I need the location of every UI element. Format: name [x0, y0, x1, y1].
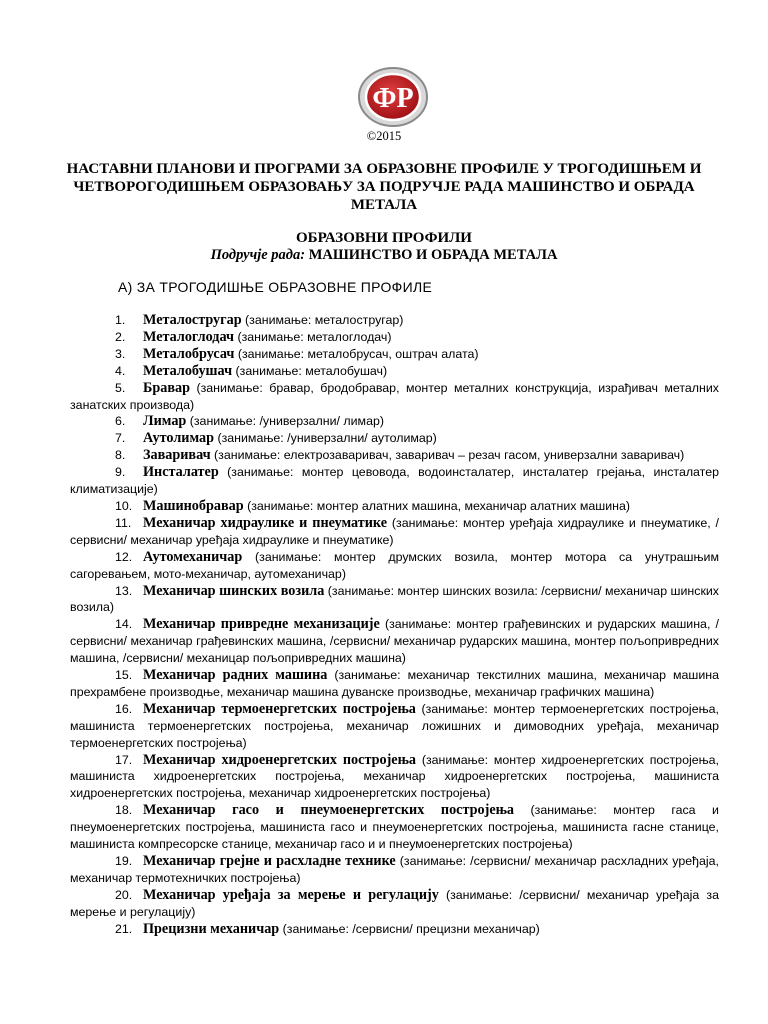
- profile-occupations: (занимање: /сервисни/ механичар уређаја за мерење и регулацију): [70, 887, 719, 919]
- profile-occupations: (занимање: монтер грађевинских и рударских машина, /сервисни/ механичар грађевинских машина, /сервисни/ механичар рударских машина, монтер пољопривредних машина, /сервисни/ механицар пољопривредних машина): [70, 617, 719, 666]
- profile-occupations: (занимање: /универзални/ аутолимар): [217, 431, 437, 446]
- profile-number: 10.: [115, 498, 133, 513]
- publisher-logo: [356, 66, 430, 128]
- profile-item: [70, 921, 719, 938]
- profile-number: 15.: [115, 668, 133, 683]
- profile-number: 5.: [115, 380, 126, 395]
- profile-name: Металобушач: [143, 362, 233, 379]
- profile-item: [70, 380, 719, 414]
- profile-item: [70, 498, 719, 515]
- profile-occupations: (занимање: монтер гаса и пнеумоенергетских постројења, машиниста гасо и пнеумоенергетских постројења, машиниста гасне станице, машиниста компресорске станице, механичар гасо и и пнеумоенергетских постројења): [70, 803, 719, 852]
- profile-occupations: (занимање: металобрусач, оштрач алата): [237, 346, 479, 361]
- profile-item: [70, 802, 719, 853]
- profile-occupations: (занимање: /сервисни/ механичар расхладних уређаја, механичар термотехничких постројења): [70, 854, 719, 885]
- profile-number: 3.: [115, 346, 126, 361]
- profile-occupations: (занимање: металоглодач): [237, 329, 392, 344]
- profile-number: 17.: [115, 752, 133, 767]
- profile-item: [70, 312, 719, 329]
- profile-number: 20.: [115, 887, 133, 902]
- profile-list: [70, 312, 719, 938]
- profile-number: 13.: [115, 583, 133, 598]
- profile-name: Механичар грејне и расхладне технике: [143, 853, 396, 869]
- profile-number: 11.: [115, 515, 132, 530]
- profile-name: Машинобравар: [143, 497, 244, 514]
- profile-item: [70, 549, 719, 583]
- profile-occupations: (занимање: монтер цевовода, водоинсталатер, инсталатер грејања, инсталатер климатизације): [70, 465, 719, 497]
- profile-item: [70, 752, 719, 803]
- profile-item: [70, 464, 719, 498]
- profile-item: [70, 430, 719, 447]
- profile-occupations: (занимање: /универзални/ лимар): [189, 414, 384, 429]
- profile-occupations: (занимање: механичар текстилних машина, механичар машина прехрамбене производње, механичар машина дуванске производње, механичар графичких машина): [70, 668, 719, 699]
- profile-item: [70, 583, 719, 617]
- profile-name: Металостругар: [143, 312, 242, 328]
- field-of-work: [0, 246, 768, 264]
- profile-name: Инсталатер: [143, 464, 219, 481]
- copyright: ©2015: [366, 129, 402, 143]
- profile-occupations: (занимање: металобушач): [235, 363, 388, 378]
- profile-name: Механичар термоенергетских постројења: [143, 700, 416, 717]
- profile-name: Механичар хидроенергетских постројења: [143, 751, 416, 768]
- profile-occupations: (занимање: монтер термоенергетских постројења, машиниста термоенергетских постројења, механичар ложишних и димоводних уређаја, механичар термоенергетских постројења): [70, 701, 719, 750]
- profile-number: 2.: [115, 329, 126, 344]
- profile-name: Заваривач: [143, 447, 211, 464]
- profile-number: 6.: [115, 414, 126, 429]
- field-of-work-label: Подручје рада:: [210, 247, 306, 263]
- profile-item: [70, 853, 719, 887]
- logo-emblem: [356, 66, 430, 128]
- profile-number: 1.: [115, 313, 126, 327]
- profile-number: 16.: [115, 701, 133, 716]
- profile-number: 12.: [115, 549, 133, 564]
- profile-name: Механичар хидраулике и пнеуматике: [143, 514, 388, 531]
- profile-occupations: (занимање: /сервисни/ прецизни механичар): [282, 921, 540, 936]
- profile-item: [70, 447, 719, 464]
- profile-number: 18.: [115, 803, 133, 818]
- profile-number: 4.: [115, 363, 126, 378]
- profile-name: Прецизни механичар: [143, 920, 280, 937]
- profile-name: Аутолимар: [143, 430, 215, 447]
- profile-occupations: (занимање: металостругар): [245, 313, 404, 327]
- profile-name: Механичар гасо и пнеумоенергетских постројења: [143, 802, 515, 819]
- profile-item: [70, 887, 719, 921]
- profile-item: [70, 667, 719, 701]
- profile-number: 7.: [115, 431, 126, 446]
- profile-item: [70, 515, 719, 549]
- field-of-work-value: МАШИНСТВО И ОБРАДА МЕТАЛА: [308, 247, 558, 263]
- profile-number: 21.: [115, 921, 133, 936]
- document-subtitle: ОБРАЗОВНИ ПРОФИЛИ: [296, 230, 472, 246]
- profile-number: 19.: [115, 854, 133, 868]
- profile-item: [70, 616, 719, 667]
- profile-number: 8.: [115, 448, 126, 463]
- profile-occupations: (занимање: електрозаваривач, заваривач – резач гасом, универзални заваривач): [214, 448, 685, 463]
- profile-name: Механичар радних машина: [143, 667, 328, 684]
- profile-number: 9.: [115, 465, 126, 480]
- profile-name: Металобрусач: [143, 345, 235, 362]
- profile-name: Металоглодач: [143, 328, 234, 345]
- profile-item: [70, 346, 719, 363]
- profile-occupations: (занимање: монтер алатних машина, механичар алатних машина): [247, 498, 631, 513]
- profile-occupations: (занимање: бравар, бродобравар, монтер металних конструкција, израђивач металних занатских производа): [70, 380, 719, 412]
- profile-item: [70, 363, 719, 380]
- profile-item: [70, 329, 719, 346]
- profile-name: Механичар уређаја за мерење и регулацију: [143, 886, 439, 903]
- document-title: НАСТАВНИ ПЛАНОВИ И ПРОГРАМИ ЗА ОБРАЗОВНЕ ПРОФИЛЕ У ТРОГОДИШЊЕМ И ЧЕТВОРОГОДИШЊЕМ ОБРАЗОВАЊУ ЗА ПОДРУЧЈЕ РАДА МАШИНСТВО И ОБРАДА МЕТАЛА: [66, 161, 702, 213]
- profile-item: [70, 413, 719, 430]
- profile-occupations: (занимање: монтер уређаја хидраулике и пнеуматике, /сервисни/ механичар уређаја хидраулике и пнеуматике): [70, 515, 719, 547]
- profile-name: Бравар: [143, 379, 191, 396]
- profile-name: Лимар: [143, 413, 187, 430]
- profile-occupations: (занимање: монтер друмских возила, монтер мотора са унутрашњим сагоревањем, мото-механичар, аутомеханичар): [70, 549, 719, 581]
- profile-item: [70, 701, 719, 752]
- profile-name: Механичар шинских возила: [143, 582, 325, 599]
- section-heading: А) ЗА ТРОГОДИШЊЕ ОБРАЗОВНЕ ПРОФИЛЕ: [118, 279, 433, 295]
- svg-text:ФР: ФР: [372, 83, 414, 114]
- profile-occupations: (занимање: монтер хидроенергетских постројења, машиниста хидроенергетских постројења, механичар хидроенергетских постројења, машиниста хидроенергетских постројења, механичар хидроенергетских постројења): [70, 752, 719, 801]
- profile-name: Механичар привредне механизације: [143, 616, 380, 633]
- profile-occupations: (занимање: монтер шинских возила: /сервисни/ механичар шинских возила): [70, 583, 719, 615]
- profile-name: Аутомеханичар: [143, 548, 243, 565]
- profile-number: 14.: [115, 617, 133, 632]
